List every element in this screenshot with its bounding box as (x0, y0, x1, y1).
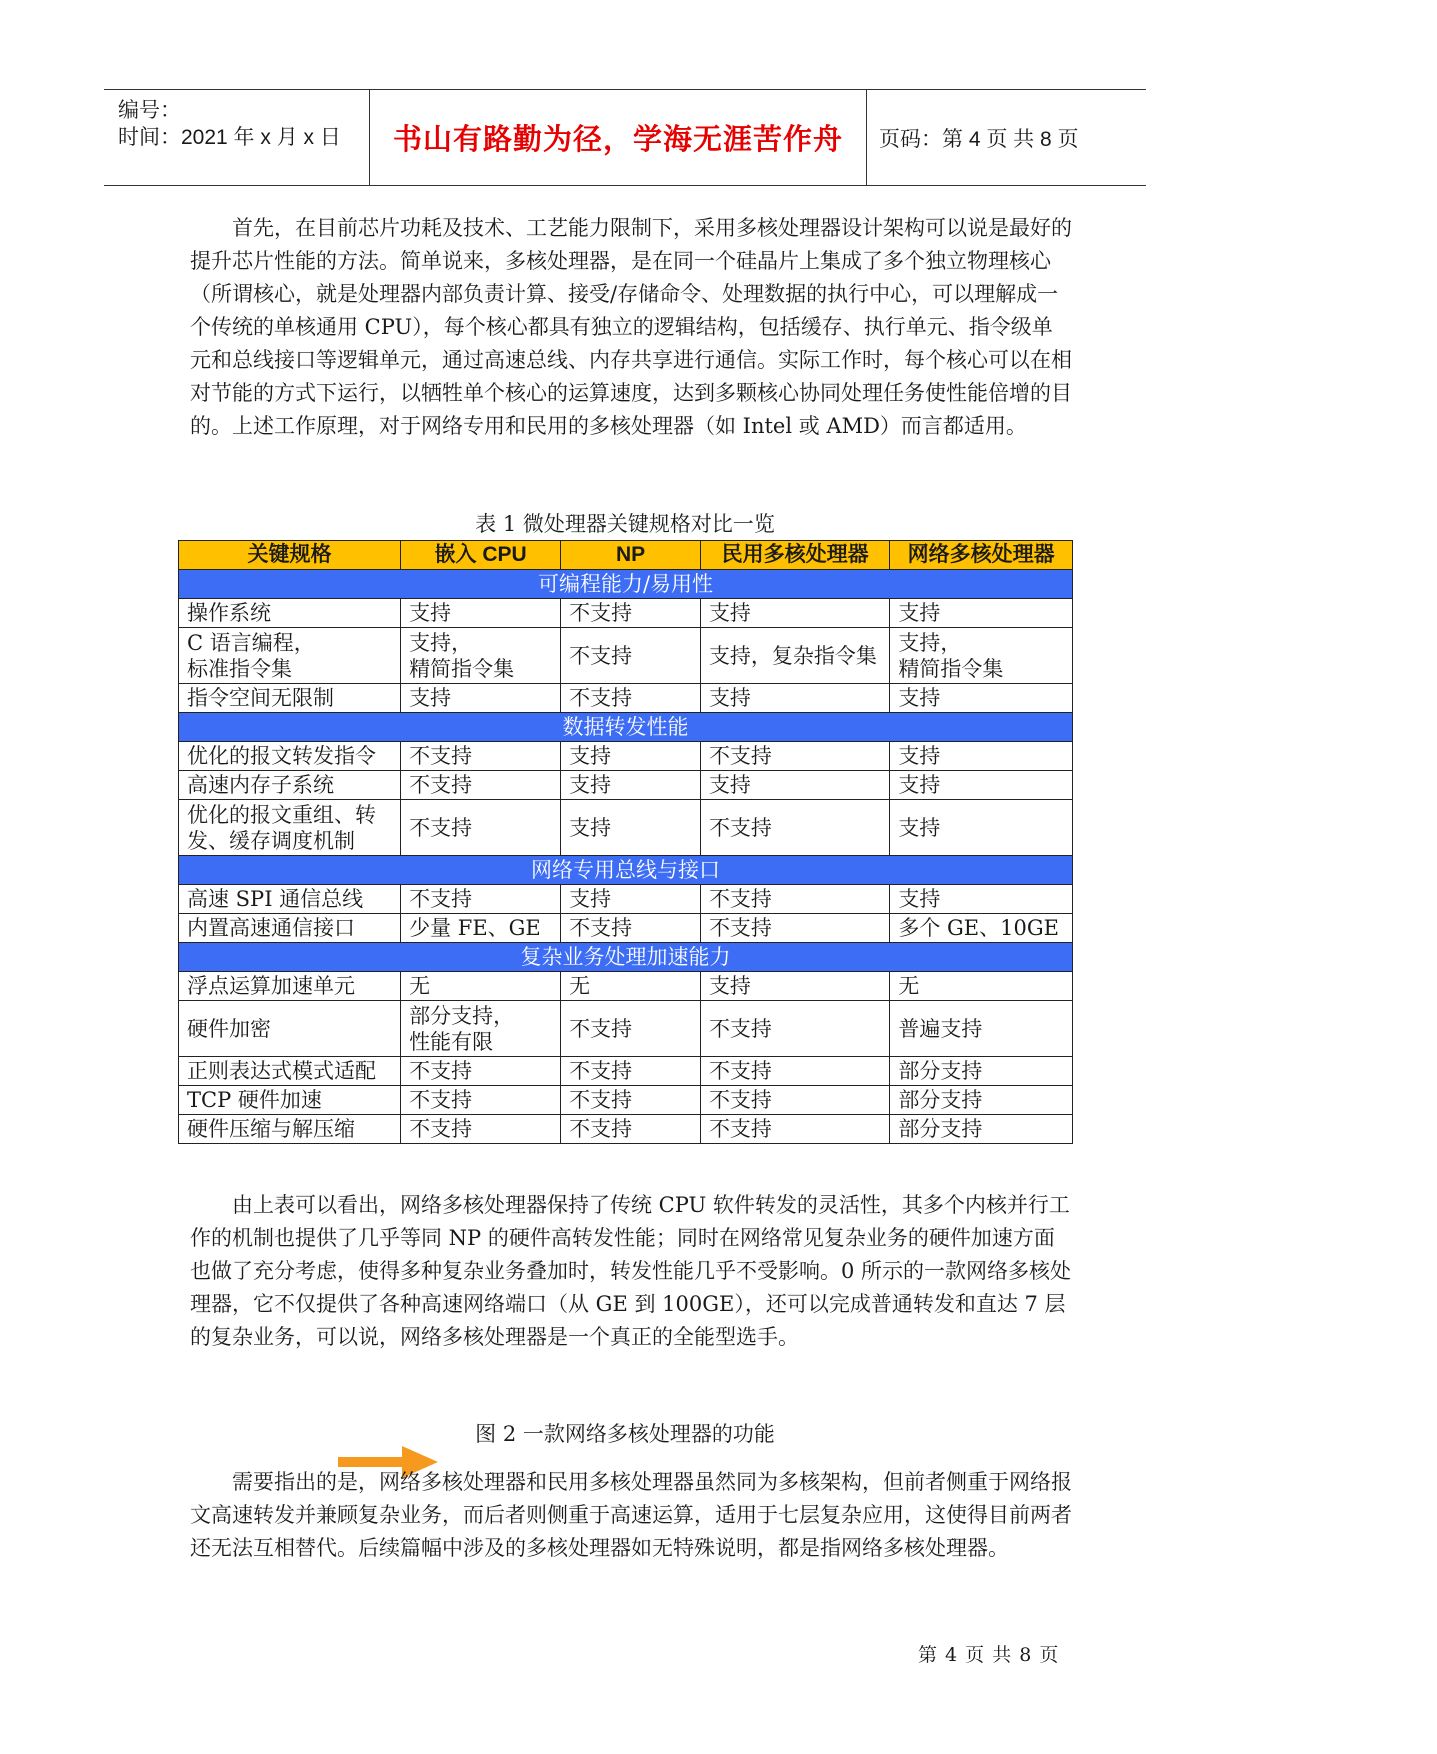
section-title: 网络专用总线与接口 (179, 856, 1073, 885)
spec-name-cell: 操作系统 (179, 599, 401, 628)
spec-value-cell: 支持，复杂指令集 (700, 628, 889, 684)
spec-value-cell: 不支持 (700, 1115, 889, 1144)
spec-value-cell: 支持 (890, 684, 1073, 713)
spec-value-cell: 无 (401, 972, 561, 1001)
spec-name-cell: 指令空间无限制 (179, 684, 401, 713)
table-row (179, 914, 1073, 943)
table-header-row (179, 541, 1073, 570)
spec-value-cell: 部分支持， 性能有限 (401, 1001, 561, 1057)
header-motto: 书山有路勤为径，学海无涯苦作舟 (392, 122, 843, 156)
spec-value-cell: 不支持 (700, 742, 889, 771)
spec-value-cell: 支持 (890, 800, 1073, 856)
spec-value-cell: 不支持 (401, 1057, 561, 1086)
spec-name-cell: 高速内存子系统 (179, 771, 401, 800)
table-row (179, 1115, 1073, 1144)
spec-value-cell: 不支持 (700, 1057, 889, 1086)
spec-value-cell: 支持 (561, 800, 701, 856)
spec-value-cell: 不支持 (700, 914, 889, 943)
section-title: 可编程能力/易用性 (179, 570, 1073, 599)
spec-value-cell: 不支持 (561, 684, 701, 713)
spec-value-cell: 部分支持 (890, 1057, 1073, 1086)
spec-value-cell: 不支持 (700, 800, 889, 856)
table-row (179, 885, 1073, 914)
spec-value-cell: 不支持 (561, 628, 701, 684)
spec-name-cell: 正则表达式模式适配 (179, 1057, 401, 1086)
spec-name-cell: 内置高速通信接口 (179, 914, 401, 943)
spec-name-cell: 高速 SPI 通信总线 (179, 885, 401, 914)
spec-value-cell: 不支持 (401, 771, 561, 800)
spec-value-cell: 支持 (700, 771, 889, 800)
spec-value-cell: 支持， 精简指令集 (401, 628, 561, 684)
spec-value-cell: 不支持 (700, 1086, 889, 1115)
spec-value-cell: 不支持 (561, 1001, 701, 1057)
spec-name-cell: 硬件加密 (179, 1001, 401, 1057)
spec-value-cell: 不支持 (700, 1001, 889, 1057)
col-header-network-multicore: 网络多核处理器 (890, 541, 1073, 570)
spec-value-cell: 无 (561, 972, 701, 1001)
spec-value-cell: 不支持 (561, 599, 701, 628)
table-row (179, 599, 1073, 628)
section-row (179, 856, 1073, 885)
paragraph-intro: 首先，在目前芯片功耗及技术、工艺能力限制下，采用多核处理器设计架构可以说是最好的提升芯片性能的方法。简单说来，多核处理器，是在同一个硅晶片上集成了多个独立物理核心（所谓核心，就是处理器内部负责计算、接受/存储命令、处理数据的执行中心，可以理解成一个传统的单核通用 CPU），每个核心都具有独立的逻辑结构，包括缓存、执行单元、指令级单元和总线接口等逻辑单元，通过高速总线、内存共享进行通信。实际工作时，每个核心可以在相对节能的方式下运行，以牺牲单个核心的运算速度，达到多颗核心协同处理任务使性能倍增的目的。上述工作原理，对于网络专用和民用的多核处理器（如 Intel 或 AMD）而言都适用。 (190, 216, 1072, 438)
spec-name-cell: C 语言编程， 标准指令集 (179, 628, 401, 684)
spec-value-cell: 支持 (561, 771, 701, 800)
paragraph-conclusion: 需要指出的是，网络多核处理器和民用多核处理器虽然同为多核架构，但前者侧重于网络报文高速转发并兼顾复杂业务，而后者则侧重于高速运算，适用于七层复杂应用，这使得目前两者还无法互相替代。后续篇幅中涉及的多核处理器如无特殊说明，都是指网络多核处理器。 (190, 1470, 1072, 1560)
spec-name-cell: 优化的报文转发指令 (179, 742, 401, 771)
spec-value-cell: 无 (890, 972, 1073, 1001)
spec-value-cell: 支持 (890, 885, 1073, 914)
col-header-embedded-cpu: 嵌入 CPU (401, 541, 561, 570)
page-footer: 第 4 页 共 8 页 (918, 1644, 1060, 1666)
spec-value-cell: 支持 (401, 684, 561, 713)
spec-value-cell: 不支持 (700, 885, 889, 914)
spec-value-cell: 部分支持 (890, 1115, 1073, 1144)
table-caption: 表 1 微处理器关键规格对比一览 (475, 512, 775, 536)
spec-comparison-table (178, 540, 1073, 1144)
spec-value-cell: 支持 (700, 972, 889, 1001)
section-row (179, 943, 1073, 972)
spec-name-cell: 浮点运算加速单元 (179, 972, 401, 1001)
spec-value-cell: 支持 (561, 885, 701, 914)
spec-value-cell: 支持 (700, 684, 889, 713)
spec-value-cell: 部分支持 (890, 1086, 1073, 1115)
table-row (179, 972, 1073, 1001)
spec-value-cell: 支持， 精简指令集 (890, 628, 1073, 684)
spec-value-cell: 不支持 (561, 914, 701, 943)
spec-name-cell: 优化的报文重组、转 发、缓存调度机制 (179, 800, 401, 856)
table-row (179, 800, 1073, 856)
spec-name-cell: 硬件压缩与解压缩 (179, 1115, 401, 1144)
spec-name-cell: TCP 硬件加速 (179, 1086, 401, 1115)
section-row (179, 713, 1073, 742)
col-header-spec: 关键规格 (179, 541, 401, 570)
table-row (179, 1086, 1073, 1115)
figure-caption: 图 2 一款网络多核处理器的功能 (475, 1422, 775, 1446)
table-row (179, 742, 1073, 771)
spec-value-cell: 不支持 (561, 1057, 701, 1086)
spec-value-cell: 不支持 (561, 1086, 701, 1115)
section-row (179, 570, 1073, 599)
table-row (179, 1057, 1073, 1086)
table-row (179, 771, 1073, 800)
spec-value-cell: 不支持 (401, 742, 561, 771)
spec-value-cell: 支持 (401, 599, 561, 628)
table-row (179, 684, 1073, 713)
header-motto-cell (370, 90, 867, 185)
header-number: 编号： (118, 99, 181, 122)
header-meta (104, 90, 370, 185)
section-title: 数据转发性能 (179, 713, 1073, 742)
spec-value-cell: 支持 (700, 599, 889, 628)
header-time: 时间：2021 年 x 月 x 日 (118, 126, 341, 149)
spec-value-cell: 支持 (561, 742, 701, 771)
page-header (104, 89, 1146, 186)
spec-value-cell: 支持 (890, 599, 1073, 628)
col-header-consumer-multicore: 民用多核处理器 (700, 541, 889, 570)
header-page-cell (867, 90, 1146, 185)
header-page-number: 页码：第 4 页 共 8 页 (879, 127, 1079, 151)
spec-value-cell: 不支持 (401, 885, 561, 914)
spec-value-cell: 不支持 (401, 1086, 561, 1115)
table-row (179, 628, 1073, 684)
spec-value-cell: 不支持 (401, 800, 561, 856)
section-title: 复杂业务处理加速能力 (179, 943, 1073, 972)
col-header-np: NP (561, 541, 701, 570)
paragraph-analysis: 由上表可以看出，网络多核处理器保持了传统 CPU 软件转发的灵活性，其多个内核并行工作的机制也提供了几乎等同 NP 的硬件高转发性能；同时在网络常见复杂业务的硬件加速方面也做了充分考虑，使得多种复杂业务叠加时，转发性能几乎不受影响。0 所示的一款网络多核处理器，它不仅提供了各种高速网络端口（从 GE 到 100GE），还可以完成普通转发和直达 7 层的复杂业务，可以说，网络多核处理器是一个真正的全能型选手。 (190, 1193, 1072, 1349)
spec-value-cell: 少量 FE、GE (401, 914, 561, 943)
table-row (179, 1001, 1073, 1057)
spec-value-cell: 多个 GE、10GE (890, 914, 1073, 943)
spec-value-cell: 普遍支持 (890, 1001, 1073, 1057)
spec-value-cell: 不支持 (561, 1115, 701, 1144)
spec-value-cell: 支持 (890, 771, 1073, 800)
spec-value-cell: 支持 (890, 742, 1073, 771)
spec-value-cell: 不支持 (401, 1115, 561, 1144)
